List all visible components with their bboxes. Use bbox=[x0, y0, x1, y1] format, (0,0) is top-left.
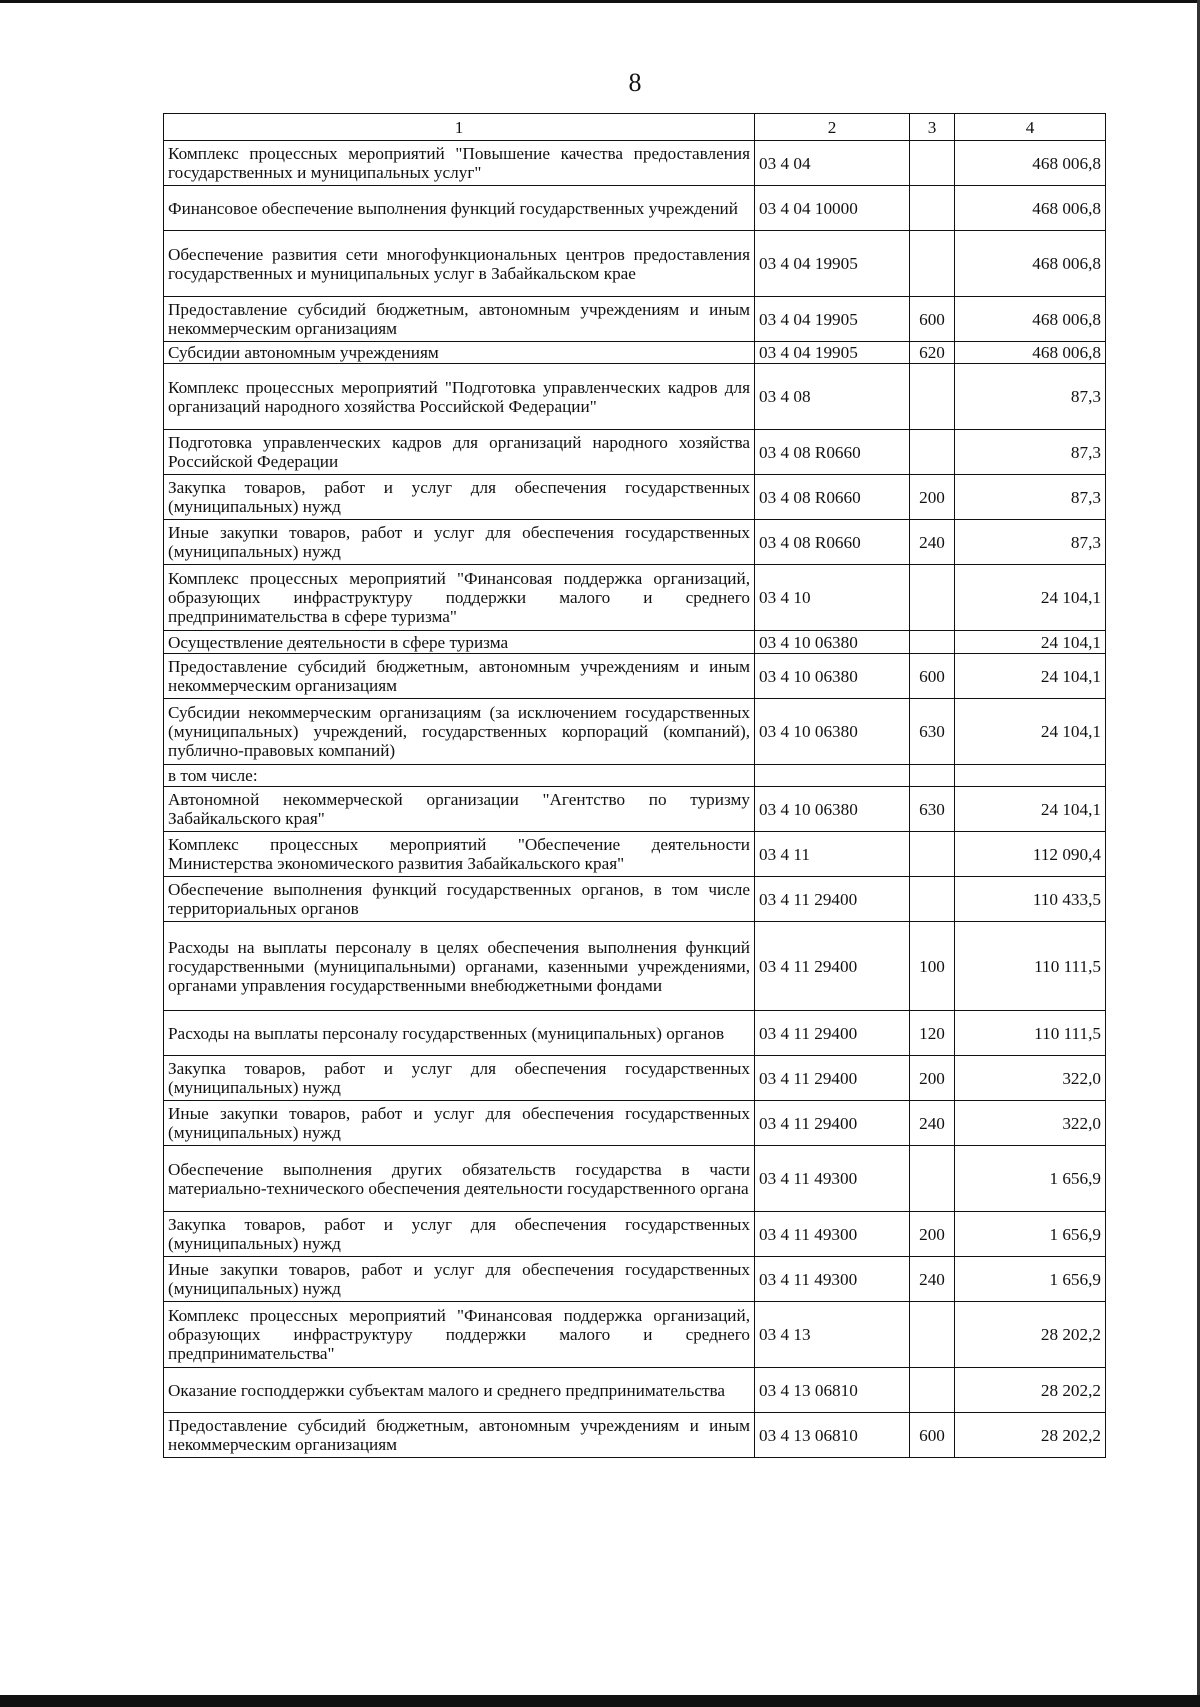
row-amount-cell: 28 202,2 bbox=[955, 1368, 1106, 1413]
row-code-cell: 03 4 08 R0660 bbox=[755, 520, 910, 565]
row-name-cell: Обеспечение выполнения других обязательств государства в части материально-технического обеспечения деятельности государственного органа bbox=[164, 1146, 755, 1212]
table-row bbox=[164, 565, 1106, 631]
row-name-cell: Осуществление деятельности в сфере туризма bbox=[164, 631, 755, 654]
row-type-cell: 630 bbox=[910, 699, 955, 765]
row-type-cell: 620 bbox=[910, 342, 955, 364]
header-col-2: 2 bbox=[755, 114, 910, 141]
row-code-cell: 03 4 08 R0660 bbox=[755, 475, 910, 520]
row-amount-cell: 87,3 bbox=[955, 520, 1106, 565]
row-type-cell bbox=[910, 141, 955, 186]
row-code-cell: 03 4 13 bbox=[755, 1302, 910, 1368]
row-amount-cell: 87,3 bbox=[955, 475, 1106, 520]
row-amount-cell: 1 656,9 bbox=[955, 1146, 1106, 1212]
row-type-cell bbox=[910, 765, 955, 787]
row-name-cell: Субсидии некоммерческим организациям (за исключением государственных (муниципальных) учреждений, государственных корпораций (компаний), публично-правовых компаний) bbox=[164, 699, 755, 765]
row-name-cell: Обеспечение выполнения функций государственных органов, в том числе территориальных органов bbox=[164, 877, 755, 922]
table-row bbox=[164, 1146, 1106, 1212]
header-col-4: 4 bbox=[955, 114, 1106, 141]
row-amount-cell: 468 006,8 bbox=[955, 342, 1106, 364]
header-row bbox=[164, 114, 1106, 141]
table-row bbox=[164, 654, 1106, 699]
row-name-cell: Финансовое обеспечение выполнения функций государственных учреждений bbox=[164, 186, 755, 231]
row-type-cell bbox=[910, 877, 955, 922]
row-type-cell: 200 bbox=[910, 1212, 955, 1257]
row-name-cell: Расходы на выплаты персоналу в целях обеспечения выполнения функций государственными (муниципальными) органами, казенными учреждениями, органами управления государственными внебюджетными фондами bbox=[164, 922, 755, 1011]
row-name-cell: Комплекс процессных мероприятий "Финансовая поддержка организаций, образующих инфраструктуру поддержки малого и среднего предпринимательства в сфере туризма" bbox=[164, 565, 755, 631]
table-row bbox=[164, 1413, 1106, 1458]
table-row bbox=[164, 1302, 1106, 1368]
table-row bbox=[164, 520, 1106, 565]
row-code-cell: 03 4 11 49300 bbox=[755, 1257, 910, 1302]
table-row bbox=[164, 1056, 1106, 1101]
row-type-cell bbox=[910, 430, 955, 475]
row-code-cell: 03 4 04 10000 bbox=[755, 186, 910, 231]
budget-table bbox=[163, 113, 1106, 1458]
row-type-cell bbox=[910, 364, 955, 430]
row-name-cell: Предоставление субсидий бюджетным, автономным учреждениям и иным некоммерческим организациям bbox=[164, 297, 755, 342]
row-amount-cell: 322,0 bbox=[955, 1101, 1106, 1146]
table-row bbox=[164, 1257, 1106, 1302]
row-type-cell: 240 bbox=[910, 1101, 955, 1146]
row-name-cell: Комплекс процессных мероприятий "Повышение качества предоставления государственных и муниципальных услуг" bbox=[164, 141, 755, 186]
table-row bbox=[164, 430, 1106, 475]
page-number: 8 bbox=[628, 68, 642, 97]
row-amount-cell: 110 111,5 bbox=[955, 1011, 1106, 1056]
row-name-cell: Комплекс процессных мероприятий "Обеспечение деятельности Министерства экономического развития Забайкальского края" bbox=[164, 832, 755, 877]
row-code-cell: 03 4 11 29400 bbox=[755, 1011, 910, 1056]
table-row bbox=[164, 787, 1106, 832]
row-name-cell: в том числе: bbox=[164, 765, 755, 787]
row-amount-cell: 468 006,8 bbox=[955, 231, 1106, 297]
row-code-cell: 03 4 10 bbox=[755, 565, 910, 631]
row-code-cell: 03 4 11 29400 bbox=[755, 922, 910, 1011]
row-amount-cell: 24 104,1 bbox=[955, 565, 1106, 631]
row-amount-cell: 1 656,9 bbox=[955, 1212, 1106, 1257]
row-amount-cell: 322,0 bbox=[955, 1056, 1106, 1101]
table-row bbox=[164, 765, 1106, 787]
row-code-cell: 03 4 10 06380 bbox=[755, 699, 910, 765]
row-type-cell bbox=[910, 1302, 955, 1368]
row-type-cell bbox=[910, 565, 955, 631]
row-type-cell: 240 bbox=[910, 1257, 955, 1302]
row-name-cell: Субсидии автономным учреждениям bbox=[164, 342, 755, 364]
row-amount-cell: 1 656,9 bbox=[955, 1257, 1106, 1302]
table-row bbox=[164, 1368, 1106, 1413]
row-name-cell: Комплекс процессных мероприятий "Подготовка управленческих кадров для организаций народного хозяйства Российской Федерации" bbox=[164, 364, 755, 430]
row-type-cell: 600 bbox=[910, 654, 955, 699]
row-name-cell: Закупка товаров, работ и услуг для обеспечения государственных (муниципальных) нужд bbox=[164, 475, 755, 520]
table-row bbox=[164, 1212, 1106, 1257]
row-code-cell: 03 4 08 R0660 bbox=[755, 430, 910, 475]
header-col-1: 1 bbox=[164, 114, 755, 141]
row-amount-cell: 112 090,4 bbox=[955, 832, 1106, 877]
row-code-cell: 03 4 13 06810 bbox=[755, 1368, 910, 1413]
row-name-cell: Подготовка управленческих кадров для организаций народного хозяйства Российской Федерации bbox=[164, 430, 755, 475]
table-row bbox=[164, 922, 1106, 1011]
row-code-cell: 03 4 11 bbox=[755, 832, 910, 877]
table-header bbox=[164, 114, 1106, 141]
row-name-cell: Иные закупки товаров, работ и услуг для обеспечения государственных (муниципальных) нужд bbox=[164, 520, 755, 565]
table-row bbox=[164, 699, 1106, 765]
row-amount-cell: 110 111,5 bbox=[955, 922, 1106, 1011]
row-code-cell: 03 4 04 19905 bbox=[755, 231, 910, 297]
table-row bbox=[164, 342, 1106, 364]
row-type-cell: 200 bbox=[910, 1056, 955, 1101]
row-amount-cell: 468 006,8 bbox=[955, 186, 1106, 231]
row-amount-cell: 28 202,2 bbox=[955, 1413, 1106, 1458]
row-code-cell: 03 4 11 29400 bbox=[755, 1101, 910, 1146]
row-amount-cell: 87,3 bbox=[955, 430, 1106, 475]
row-name-cell: Предоставление субсидий бюджетным, автономным учреждениям и иным некоммерческим организациям bbox=[164, 654, 755, 699]
row-amount-cell: 28 202,2 bbox=[955, 1302, 1106, 1368]
table-row bbox=[164, 1011, 1106, 1056]
row-name-cell: Обеспечение развития сети многофункциональных центров предоставления государственных и муниципальных услуг в Забайкальском крае bbox=[164, 231, 755, 297]
table-row bbox=[164, 186, 1106, 231]
header-col-3: 3 bbox=[910, 114, 955, 141]
row-type-cell bbox=[910, 186, 955, 231]
row-code-cell: 03 4 04 bbox=[755, 141, 910, 186]
table-body bbox=[164, 141, 1106, 1458]
row-code-cell: 03 4 10 06380 bbox=[755, 654, 910, 699]
row-type-cell: 630 bbox=[910, 787, 955, 832]
row-amount-cell: 87,3 bbox=[955, 364, 1106, 430]
row-type-cell: 600 bbox=[910, 297, 955, 342]
table-row bbox=[164, 475, 1106, 520]
table-row bbox=[164, 141, 1106, 186]
scan-edge-top bbox=[0, 0, 1200, 3]
row-code-cell: 03 4 11 49300 bbox=[755, 1212, 910, 1257]
row-code-cell: 03 4 04 19905 bbox=[755, 297, 910, 342]
row-type-cell bbox=[910, 231, 955, 297]
row-name-cell: Закупка товаров, работ и услуг для обеспечения государственных (муниципальных) нужд bbox=[164, 1212, 755, 1257]
row-code-cell: 03 4 10 06380 bbox=[755, 631, 910, 654]
table-row bbox=[164, 231, 1106, 297]
row-name-cell: Расходы на выплаты персоналу государственных (муниципальных) органов bbox=[164, 1011, 755, 1056]
row-code-cell: 03 4 11 29400 bbox=[755, 1056, 910, 1101]
row-type-cell bbox=[910, 631, 955, 654]
row-type-cell: 240 bbox=[910, 520, 955, 565]
table-row bbox=[164, 877, 1106, 922]
row-name-cell: Комплекс процессных мероприятий "Финансовая поддержка организаций, образующих инфраструктуру поддержки малого и среднего предпринимательства" bbox=[164, 1302, 755, 1368]
row-name-cell: Оказание господдержки субъектам малого и среднего предпринимательства bbox=[164, 1368, 755, 1413]
row-code-cell: 03 4 11 49300 bbox=[755, 1146, 910, 1212]
row-name-cell: Автономной некоммерческой организации "Агентство по туризму Забайкальского края" bbox=[164, 787, 755, 832]
row-amount-cell: 468 006,8 bbox=[955, 141, 1106, 186]
row-amount-cell: 24 104,1 bbox=[955, 699, 1106, 765]
table-row bbox=[164, 832, 1106, 877]
table-row bbox=[164, 364, 1106, 430]
row-name-cell: Предоставление субсидий бюджетным, автономным учреждениям и иным некоммерческим организациям bbox=[164, 1413, 755, 1458]
row-amount-cell bbox=[955, 765, 1106, 787]
row-type-cell bbox=[910, 1368, 955, 1413]
row-type-cell bbox=[910, 832, 955, 877]
row-code-cell bbox=[755, 765, 910, 787]
row-amount-cell: 24 104,1 bbox=[955, 787, 1106, 832]
row-name-cell: Иные закупки товаров, работ и услуг для обеспечения государственных (муниципальных) нужд bbox=[164, 1257, 755, 1302]
row-code-cell: 03 4 08 bbox=[755, 364, 910, 430]
row-name-cell: Закупка товаров, работ и услуг для обеспечения государственных (муниципальных) нужд bbox=[164, 1056, 755, 1101]
row-amount-cell: 468 006,8 bbox=[955, 297, 1106, 342]
row-type-cell: 100 bbox=[910, 922, 955, 1011]
row-name-cell: Иные закупки товаров, работ и услуг для обеспечения государственных (муниципальных) нужд bbox=[164, 1101, 755, 1146]
table-row bbox=[164, 297, 1106, 342]
table-row bbox=[164, 631, 1106, 654]
row-amount-cell: 24 104,1 bbox=[955, 654, 1106, 699]
scan-edge-bottom bbox=[0, 1695, 1200, 1707]
row-code-cell: 03 4 11 29400 bbox=[755, 877, 910, 922]
row-code-cell: 03 4 04 19905 bbox=[755, 342, 910, 364]
row-code-cell: 03 4 13 06810 bbox=[755, 1413, 910, 1458]
row-amount-cell: 24 104,1 bbox=[955, 631, 1106, 654]
row-amount-cell: 110 433,5 bbox=[955, 877, 1106, 922]
row-type-cell: 600 bbox=[910, 1413, 955, 1458]
row-type-cell: 200 bbox=[910, 475, 955, 520]
row-type-cell: 120 bbox=[910, 1011, 955, 1056]
table-row bbox=[164, 1101, 1106, 1146]
row-code-cell: 03 4 10 06380 bbox=[755, 787, 910, 832]
row-type-cell bbox=[910, 1146, 955, 1212]
